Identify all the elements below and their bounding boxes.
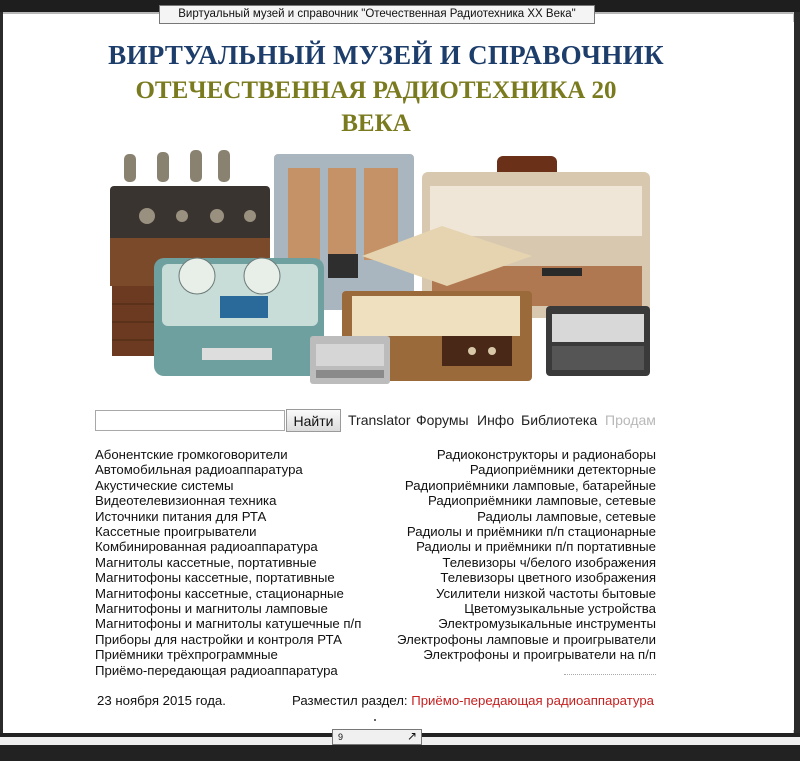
category-link[interactable]: Видеотелевизионная техника (95, 493, 277, 509)
category-link[interactable]: Радиоконструкторы и радионаборы (436, 447, 656, 462)
arrow-up-right-icon[interactable]: ↗ (406, 729, 417, 743)
category-link[interactable]: Акустические системы (95, 477, 234, 493)
posted-section-info (292, 693, 654, 708)
category-link[interactable]: Электрофоны и проигрыватели на п/п (423, 647, 656, 663)
decorative-dot (374, 719, 376, 721)
category-link[interactable]: Радиоприёмники ламповые, сетевые (427, 493, 656, 509)
category-link[interactable]: Приёмо-передающая радиоаппаратура (95, 662, 338, 678)
category-link[interactable]: Магнитофоны и магнитолы катушечные п/п (95, 616, 362, 632)
category-link[interactable]: Комбинированная радиоаппаратура (95, 539, 318, 555)
site-title: ВИРТУАЛЬНЫЙ МУЗЕЙ И СПРАВОЧНИК (108, 40, 664, 70)
window-title: Виртуальный музей и справочник "Отечественная Радиотехника XX Века" (159, 5, 595, 24)
category-link[interactable]: Магнитолы кассетные, портативные (95, 554, 317, 570)
window-frame-right (793, 12, 800, 746)
search-input[interactable] (95, 410, 285, 431)
search-bar (95, 409, 665, 433)
category-link[interactable]: Магнитофоны и магнитолы ламповые (95, 601, 328, 617)
hero-radio-collection-image (102, 146, 657, 399)
reel-tape-recorder-icon (154, 258, 324, 376)
search-button[interactable]: Найти (286, 409, 341, 432)
category-link[interactable]: Телевизоры ч/белого изображения (442, 554, 656, 570)
nav-forums-link[interactable]: Форумы (416, 412, 469, 428)
update-date: 23 ноября 2015 года. (97, 693, 226, 708)
page-content (6, 22, 794, 730)
nav-library-link[interactable]: Библиотека (521, 412, 598, 428)
nav-sell-link[interactable]: Продам (605, 412, 656, 428)
category-link[interactable]: Радиолы и приёмники п/п портативные (416, 539, 656, 555)
category-link[interactable]: Приборы для настройки и контроля РТА (95, 631, 342, 647)
category-link[interactable]: Усилители низкой частоты бытовые (435, 585, 656, 601)
nav-translator-link[interactable]: Translator (348, 412, 411, 428)
category-link[interactable]: Приёмники трёхпрограммные (95, 647, 278, 663)
category-link[interactable]: Магнитофоны кассетные, стационарные (95, 585, 344, 601)
transistor-radio-icon (546, 306, 650, 376)
category-link[interactable]: Источники питания для РТА (95, 508, 267, 524)
category-list-left (95, 447, 395, 678)
category-link[interactable]: Электромузыкальные инструменты (438, 616, 656, 632)
category-link[interactable]: Телевизоры цветного изображения (440, 570, 656, 586)
category-list-right (366, 447, 656, 663)
site-subtitle (6, 74, 746, 140)
site-subtitle-line2: ВЕКА (341, 110, 411, 137)
category-link[interactable]: Цветомузыкальные устройства (464, 601, 656, 617)
category-link[interactable]: Радиолы и приёмники п/п стационарные (406, 524, 656, 540)
divider (564, 674, 656, 675)
posted-section-link[interactable]: Приёмо-передающая радиоаппаратура (411, 693, 654, 708)
category-link[interactable]: Абонентские громкоговорители (95, 447, 288, 462)
status-tab[interactable] (332, 729, 422, 745)
window-frame-left (0, 12, 3, 746)
category-link[interactable]: Радиоприёмники детекторные (469, 462, 656, 478)
category-link[interactable]: Кассетные проигрыватели (95, 524, 257, 540)
nav-info-link[interactable]: Инфо (477, 412, 515, 428)
site-subtitle-line1: ОТЕЧЕСТВЕННАЯ РАДИОТЕХНИКА 20 (135, 77, 617, 104)
status-page-number: 9 (338, 732, 344, 742)
category-link[interactable]: Радиолы ламповые, сетевые (477, 508, 656, 524)
portable-radio-icon (310, 336, 390, 384)
category-link[interactable]: Магнитофоны кассетные, портативные (95, 570, 335, 586)
posted-label: Разместил раздел: (291, 693, 408, 708)
category-link[interactable]: Электрофоны ламповые и проигрыватели (397, 631, 656, 647)
category-link[interactable]: Радиоприёмники ламповые, батарейные (404, 477, 656, 493)
category-link[interactable]: Автомобильная радиоаппаратура (95, 462, 303, 478)
